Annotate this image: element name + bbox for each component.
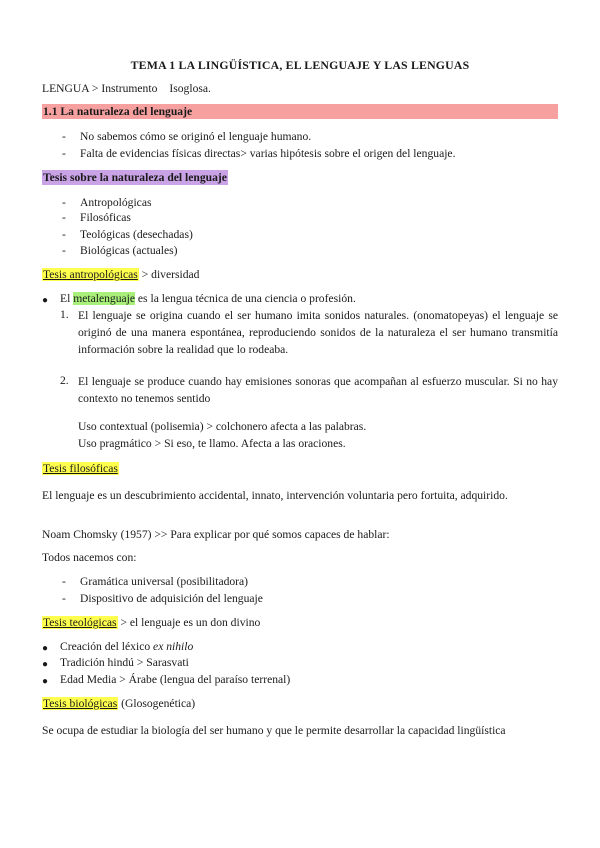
list-dash: - xyxy=(62,196,66,209)
intro-isoglosa: Isoglosa. xyxy=(169,82,211,95)
uso-pragmatico: Uso pragmático > Si eso, te llamo. Afecta a las oraciones. xyxy=(78,437,346,450)
antropologicas-item-1: El lenguaje se origina cuando el ser humano imita sonidos naturales. (onomatopeyas) el lenguaje se originó de una manera espontánea, reproduciendo sonidos de la naturaleza el ser humano transmitía información sobre la realidad que lo rodeaba. xyxy=(78,309,558,356)
list-item: Dispositivo de adquisición del lenguaje xyxy=(80,592,263,605)
metalenguaje-pre: El xyxy=(60,292,74,305)
filosoficas-text: El lenguaje es un descubrimiento accidental, innato, intervención voluntaria pero fortuita, adquirido. xyxy=(42,489,508,502)
list-dash: - xyxy=(62,211,66,224)
metalenguaje-line xyxy=(60,292,356,305)
teologicas-item-1 xyxy=(60,640,193,653)
list-item: Falta de evidencias físicas directas> varias hipótesis sobre el origen del lenguaje. xyxy=(80,147,456,160)
teologicas-label: Tesis teológicas xyxy=(43,616,117,629)
antropologicas-line xyxy=(42,268,199,281)
list-dash: - xyxy=(62,130,66,143)
list-item: Gramática universal (posibilitadora) xyxy=(80,575,249,588)
antropologicas-label: Tesis antropológicas xyxy=(43,268,138,281)
intro-lengua: LENGUA > Instrumento xyxy=(42,82,158,95)
list-item: Teológicas (desechadas) xyxy=(80,228,193,241)
document-title: TEMA 1 LA LINGÜÍSTICA, EL LENGUAJE Y LAS LENGUAS xyxy=(130,58,470,72)
list-number: 1. xyxy=(60,308,69,321)
teologicas-item-1-em: ex nihilo xyxy=(153,640,194,653)
uso-contextual: Uso contextual (polisemia) > colchonero afecta a las palabras. xyxy=(78,420,367,433)
filosoficas-line xyxy=(42,462,119,475)
teologicas-item-2: Tradición hindú > Sarasvati xyxy=(60,656,189,669)
metalenguaje-term: metalenguaje xyxy=(73,292,136,305)
list-dash: - xyxy=(62,592,66,605)
metalenguaje-post: es la lengua técnica de una ciencia o profesión. xyxy=(135,292,356,305)
biologicas-label: Tesis biológicas xyxy=(43,697,118,710)
antropologicas-item-2: El lenguaje se produce cuando hay emisiones sonoras que acompañan al esfuerzo muscular. Si no hay contexto no tenemos sentido xyxy=(78,375,558,405)
bullet-icon: ● xyxy=(42,676,49,687)
tesis-heading xyxy=(42,171,228,184)
list-dash: - xyxy=(62,147,66,160)
list-item: Filosóficas xyxy=(80,211,131,224)
antropologicas-suffix: > diversidad xyxy=(138,268,200,281)
chomsky-line: Noam Chomsky (1957) >> Para explicar por qué somos capaces de hablar: xyxy=(42,528,390,541)
intro-line xyxy=(42,82,211,95)
teologicas-item-1-text: Creación del léxico xyxy=(60,640,154,653)
list-dash: - xyxy=(62,575,66,588)
bullet-icon: ● xyxy=(42,295,49,306)
teologicas-suffix: > el lenguaje es un don divino xyxy=(117,616,261,629)
list-item: Biológicas (actuales) xyxy=(80,244,178,257)
section-heading-text: 1.1 La naturaleza del lenguaje xyxy=(42,104,558,119)
bullet-icon: ● xyxy=(42,643,49,654)
list-dash: - xyxy=(62,228,66,241)
section-heading-naturaleza xyxy=(42,104,558,119)
list-item: No sabemos cómo se originó el lenguaje humano. xyxy=(80,130,312,143)
bullet-icon: ● xyxy=(42,659,49,670)
list-number: 2. xyxy=(60,374,69,387)
tesis-heading-text: Tesis sobre la naturaleza del lenguaje xyxy=(43,171,227,184)
biologicas-suffix: (Glosogenética) xyxy=(118,697,196,710)
biologicas-line xyxy=(42,697,195,710)
list-item: Antropológicas xyxy=(80,196,152,209)
teologicas-item-3: Edad Media > Árabe (lengua del paraíso terrenal) xyxy=(60,673,291,686)
teologicas-line xyxy=(42,616,260,629)
todos-line: Todos nacemos con: xyxy=(42,551,137,564)
biologicas-text: Se ocupa de estudiar la biología del ser humano y que le permite desarrollar la capacidad lingüística xyxy=(42,724,506,737)
list-dash: - xyxy=(62,244,66,257)
filosoficas-label: Tesis filosóficas xyxy=(43,462,118,475)
